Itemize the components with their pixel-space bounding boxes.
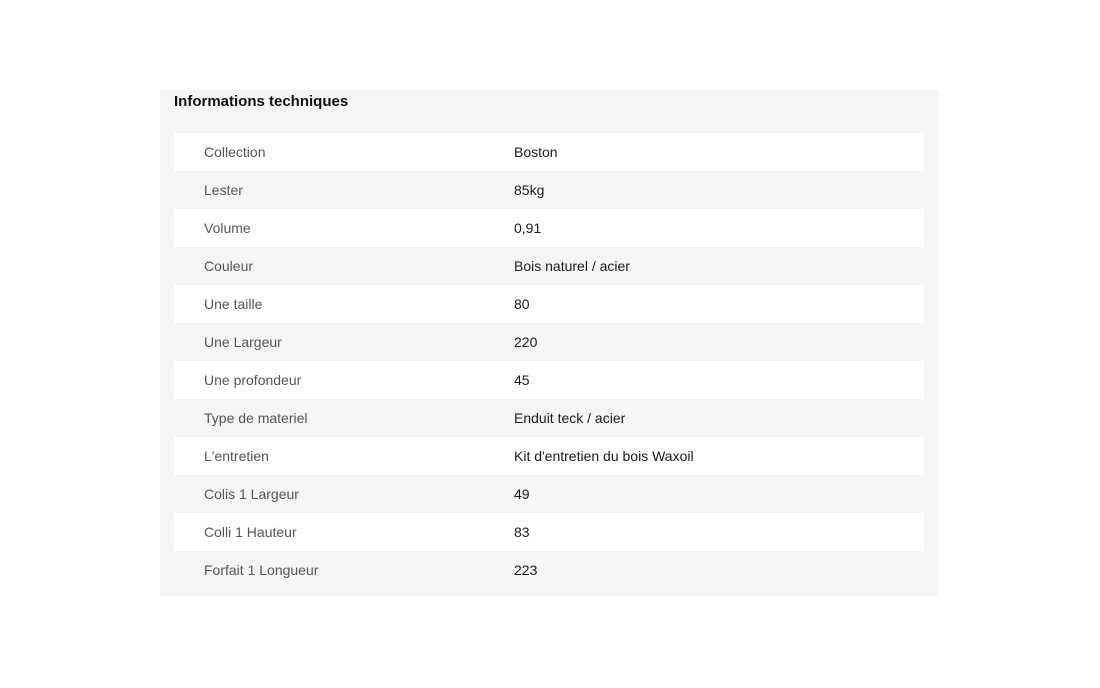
spec-value: Boston bbox=[514, 144, 558, 160]
spec-label: Forfait 1 Longueur bbox=[204, 562, 319, 578]
technical-info-panel bbox=[160, 90, 939, 596]
table-row bbox=[174, 361, 924, 399]
spec-value: Kit d'entretien du bois Waxoil bbox=[514, 448, 694, 464]
spec-value: 80 bbox=[514, 296, 530, 312]
table-row bbox=[174, 171, 924, 209]
spec-value: 83 bbox=[514, 524, 530, 540]
table-row bbox=[174, 323, 924, 361]
specs-table bbox=[174, 133, 924, 589]
spec-value: 0,91 bbox=[514, 220, 542, 236]
spec-label: Lester bbox=[204, 182, 243, 198]
spec-value: 223 bbox=[514, 562, 538, 578]
spec-value: 220 bbox=[514, 334, 538, 350]
spec-value: Bois naturel / acier bbox=[514, 258, 630, 274]
spec-label: L'entretien bbox=[204, 448, 269, 464]
table-row bbox=[174, 475, 924, 513]
table-row bbox=[174, 551, 924, 589]
table-row bbox=[174, 209, 924, 247]
table-row bbox=[174, 133, 924, 171]
spec-value: 45 bbox=[514, 372, 530, 388]
spec-label: Colis 1 Largeur bbox=[204, 486, 299, 502]
section-title: Informations techniques bbox=[174, 93, 349, 110]
spec-label: Une taille bbox=[204, 296, 263, 312]
spec-label: Une Largeur bbox=[204, 334, 282, 350]
spec-value: 85kg bbox=[514, 182, 545, 198]
spec-value: Enduit teck / acier bbox=[514, 410, 626, 426]
spec-label: Volume bbox=[204, 220, 251, 236]
spec-value: 49 bbox=[514, 486, 530, 502]
spec-label: Type de materiel bbox=[204, 410, 308, 426]
spec-label: Couleur bbox=[204, 258, 254, 274]
table-row bbox=[174, 437, 924, 475]
spec-label: Collection bbox=[204, 144, 266, 160]
table-row bbox=[174, 513, 924, 551]
table-row bbox=[174, 247, 924, 285]
spec-label: Une profondeur bbox=[204, 372, 302, 388]
table-row bbox=[174, 399, 924, 437]
spec-label: Colli 1 Hauteur bbox=[204, 524, 297, 540]
table-row bbox=[174, 285, 924, 323]
